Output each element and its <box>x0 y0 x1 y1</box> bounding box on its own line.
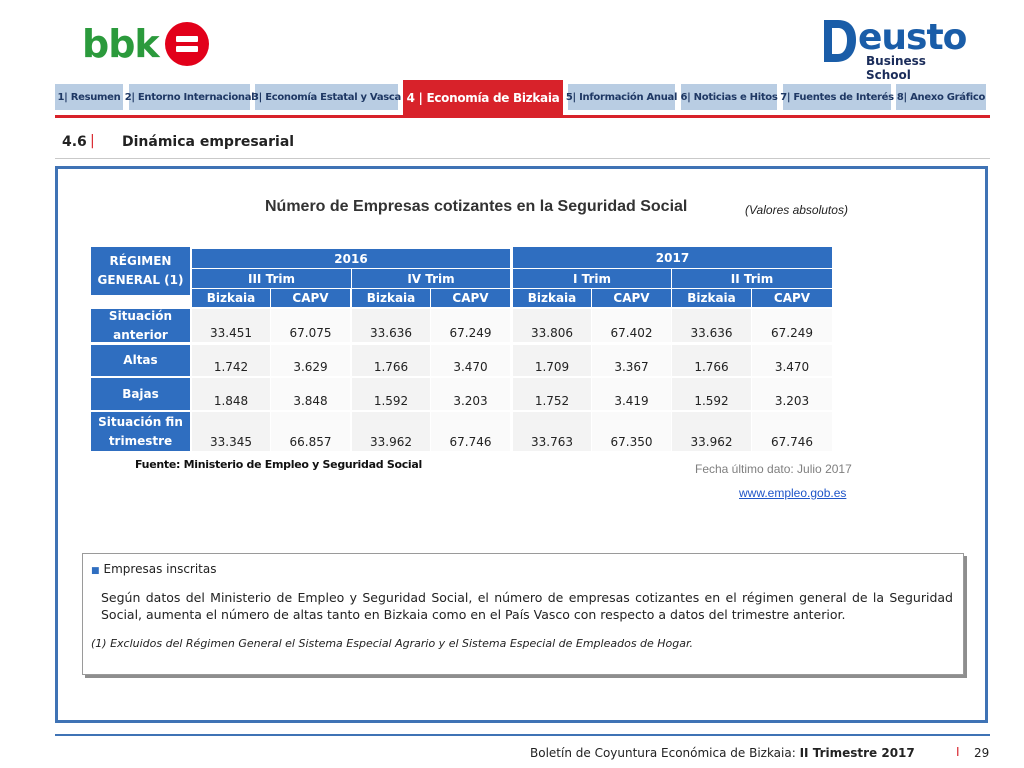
deusto-logo <box>822 16 967 82</box>
quarter-header: II Trim <box>672 269 832 288</box>
tab-entorno-internacional[interactable]: 2| Entorno Internacional <box>129 84 250 110</box>
table-cell: 33.636 <box>352 309 430 342</box>
table-cell: 3.203 <box>431 378 510 410</box>
table-cell: 1.766 <box>352 345 430 376</box>
table-cell: 33.962 <box>352 412 430 451</box>
row-label: Altas <box>91 345 190 376</box>
table-cell: 3.367 <box>592 345 671 376</box>
bullet-icon: ■ <box>91 566 100 576</box>
quarter-header: III Trim <box>192 269 351 288</box>
region-header: CAPV <box>431 289 510 307</box>
quarter-header: IV Trim <box>352 269 510 288</box>
notes-heading <box>91 562 217 576</box>
table-cell: 33.451 <box>192 309 270 342</box>
table-cell: 67.249 <box>431 309 510 342</box>
table-corner-label: RÉGIMEN GENERAL (1) <box>91 247 190 295</box>
table-cell: 33.345 <box>192 412 270 451</box>
table-cell: 3.470 <box>431 345 510 376</box>
table-cell: 67.075 <box>271 309 350 342</box>
region-header: Bizkaia <box>192 289 270 307</box>
notes-footnote: (1) Excluidos del Régimen General el Sistema Especial Agrario y el Sistema Especial de Empleados de Hogar. <box>91 637 694 650</box>
table-cell: 67.746 <box>431 412 510 451</box>
notes-body: Según datos del Ministerio de Empleo y Seguridad Social, el número de empresas cotizantes en el régimen general de la Seguridad Social, aumenta el número de altas tanto en Bizkaia como en el País Vasco con respecto a datos del trimestre anterior. <box>101 590 953 622</box>
notes-heading-text: Empresas inscritas <box>103 562 217 576</box>
table-cell: 33.962 <box>672 412 751 451</box>
table-cell: 1.709 <box>513 345 591 376</box>
quarter-header: I Trim <box>513 269 671 288</box>
footer-divider <box>55 734 990 736</box>
footer-title-period: II Trimestre 2017 <box>799 746 915 760</box>
table-cell: 67.402 <box>592 309 671 342</box>
page-title: Dinámica empresarial <box>122 134 295 150</box>
year-header: 2016 <box>192 249 510 268</box>
table-cell: 1.592 <box>672 378 751 410</box>
page-number: 29 <box>974 746 990 760</box>
region-header: CAPV <box>752 289 832 307</box>
deusto-logo-text: eusto <box>858 17 967 58</box>
footer-separator: I <box>956 745 960 759</box>
tab-anexo-grafico[interactable]: 8| Anexo Gráfico <box>896 84 986 110</box>
year-header: 2017 <box>513 247 832 268</box>
bbk-logo-text: bbk <box>82 22 159 66</box>
region-header: CAPV <box>592 289 671 307</box>
table-title: Número de Empresas cotizantes en la Seguridad Social <box>265 198 688 215</box>
tab-underline <box>55 115 990 118</box>
bbk-logo-icon <box>165 22 209 66</box>
table-cell: 67.350 <box>592 412 671 451</box>
row-label: Situación anterior <box>91 309 190 342</box>
table-cell: 66.857 <box>271 412 350 451</box>
notes-box <box>82 553 964 675</box>
footer-title <box>530 746 915 760</box>
bbk-logo <box>82 22 209 66</box>
table-cell: 67.746 <box>752 412 832 451</box>
row-label: Bajas <box>91 378 190 410</box>
section-tabs <box>55 84 990 110</box>
region-header: Bizkaia <box>672 289 751 307</box>
tab-fuentes-interes[interactable]: 7| Fuentes de Interés <box>783 84 891 110</box>
table-cell: 1.848 <box>192 378 270 410</box>
table-cell: 1.592 <box>352 378 430 410</box>
region-header: Bizkaia <box>513 289 591 307</box>
region-header: CAPV <box>271 289 350 307</box>
table-cell: 67.249 <box>752 309 832 342</box>
table-cell: 3.629 <box>271 345 350 376</box>
table-cell: 1.742 <box>192 345 270 376</box>
deusto-logo-subtitle: Business School <box>866 54 926 82</box>
source-link[interactable]: www.empleo.gob.es <box>739 486 847 500</box>
section-number: 4.6 <box>62 134 87 150</box>
region-header: Bizkaia <box>352 289 430 307</box>
section-separator: | <box>90 133 95 149</box>
footer-title-prefix: Boletín de Coyuntura Económica de Bizkaia: <box>530 746 800 760</box>
row-label: Situación fin trimestre <box>91 412 190 451</box>
table-cell: 3.848 <box>271 378 350 410</box>
tab-noticias-hitos[interactable]: 6| Noticias e Hitos <box>681 84 777 110</box>
table-cell: 1.766 <box>672 345 751 376</box>
table-cell: 3.419 <box>592 378 671 410</box>
table-cell: 33.763 <box>513 412 591 451</box>
tab-economia-bizkaia[interactable]: 4 | Economía de Bizkaia <box>403 80 563 116</box>
table-cell: 3.470 <box>752 345 832 376</box>
table-cell: 33.806 <box>513 309 591 342</box>
tab-economia-estatal-vasca[interactable]: 3| Economía Estatal y Vasca <box>255 84 398 110</box>
tab-resumen[interactable]: 1| Resumen <box>55 84 123 110</box>
last-update-date: Fecha último dato: Julio 2017 <box>695 462 852 476</box>
deusto-d-icon <box>822 16 858 64</box>
table-cell: 33.636 <box>672 309 751 342</box>
source-note: Fuente: Ministerio de Empleo y Seguridad Social <box>135 458 422 471</box>
tab-informacion-anual[interactable]: 5| Información Anual <box>568 84 675 110</box>
section-divider <box>55 158 990 159</box>
table-cell: 3.203 <box>752 378 832 410</box>
table-unit: (Valores absolutos) <box>745 203 848 217</box>
table-cell: 1.752 <box>513 378 591 410</box>
